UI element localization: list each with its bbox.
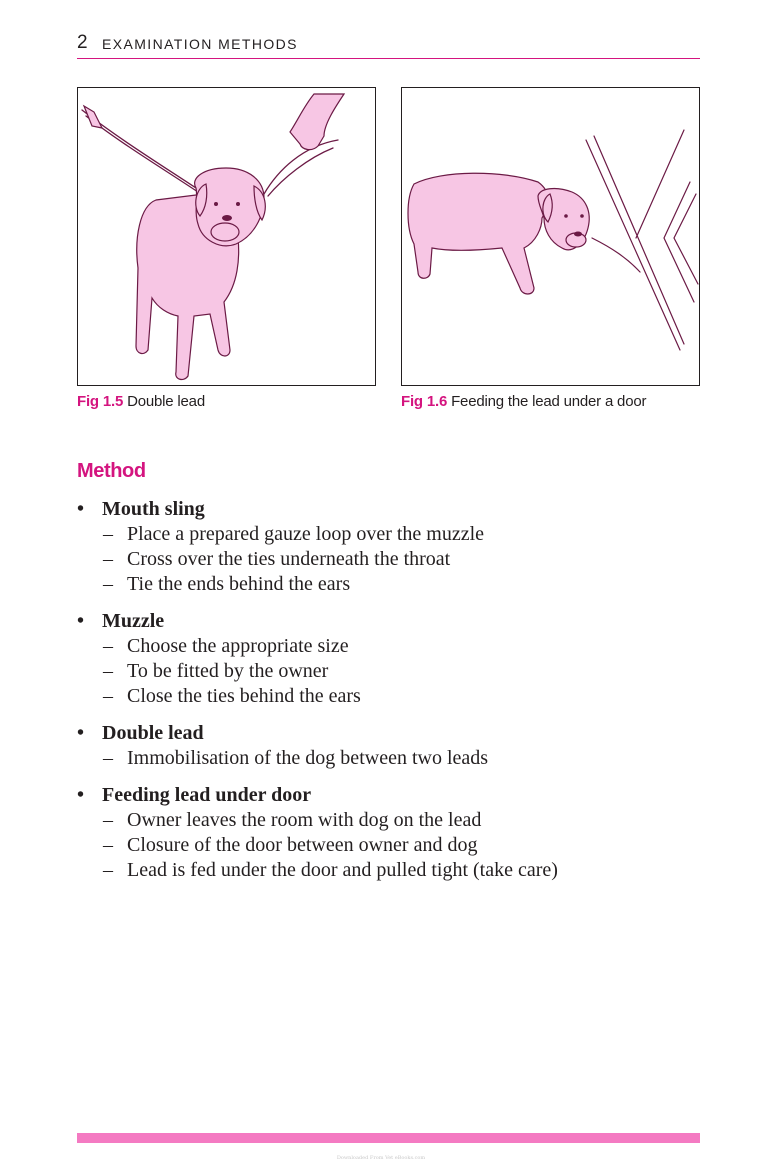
figure-caption-1-6 bbox=[401, 393, 646, 410]
figure-label: Fig 1.6 bbox=[401, 393, 448, 410]
method-item-title: Double lead bbox=[102, 722, 204, 744]
dash-marker: – bbox=[103, 747, 113, 769]
method-item bbox=[77, 783, 717, 883]
figure-caption-1-5 bbox=[77, 393, 205, 410]
method-item bbox=[77, 497, 717, 597]
method-step bbox=[77, 833, 717, 858]
method-step-text: Owner leaves the room with dog on the lead bbox=[127, 809, 482, 831]
method-item-title-row bbox=[77, 783, 717, 808]
dash-marker: – bbox=[103, 523, 113, 545]
method-steps bbox=[77, 522, 717, 597]
method-step bbox=[77, 547, 717, 572]
method-step-text: Cross over the ties underneath the throat bbox=[127, 548, 451, 570]
bullet-marker: • bbox=[77, 784, 85, 806]
bullet-marker: • bbox=[77, 722, 85, 744]
method-step bbox=[77, 522, 717, 547]
method-step bbox=[77, 808, 717, 833]
method-step bbox=[77, 746, 717, 771]
method-item-title-row bbox=[77, 497, 717, 522]
dog-lead-under-door-illustration bbox=[402, 88, 699, 385]
dash-marker: – bbox=[103, 635, 113, 657]
method-item bbox=[77, 609, 717, 709]
method-step-text: Immobilisation of the dog between two leads bbox=[127, 747, 489, 769]
method-step-text: Closure of the door between owner and dog bbox=[127, 834, 478, 856]
method-step-text: Tie the ends behind the ears bbox=[127, 573, 351, 595]
method-step-text: To be fitted by the owner bbox=[127, 660, 329, 682]
method-steps bbox=[77, 746, 717, 771]
method-step-text: Place a prepared gauze loop over the muzzle bbox=[127, 523, 485, 545]
figure-double-lead bbox=[77, 87, 376, 386]
footer-watermark: Downloaded From Vet eBooks.com bbox=[336, 1155, 426, 1161]
figure-caption-text: Double lead bbox=[127, 393, 205, 410]
method-item-title: Muzzle bbox=[102, 610, 165, 632]
method-item-title: Feeding lead under door bbox=[102, 784, 312, 806]
method-item-title: Mouth sling bbox=[102, 498, 205, 520]
figure-feeding-lead-under-door bbox=[401, 87, 700, 386]
method-step bbox=[77, 858, 717, 883]
method-item-title-row bbox=[77, 609, 717, 634]
method-list bbox=[77, 497, 717, 895]
method-item-title-row bbox=[77, 721, 717, 746]
method-step bbox=[77, 659, 717, 684]
figure-label: Fig 1.5 bbox=[77, 393, 124, 410]
dog-double-lead-illustration bbox=[78, 88, 375, 385]
method-step-text: Choose the appropriate size bbox=[127, 635, 349, 657]
method-step-text: Lead is fed under the door and pulled tight (take care) bbox=[127, 859, 558, 881]
method-step bbox=[77, 684, 717, 709]
method-heading: Method bbox=[77, 460, 146, 482]
method-steps bbox=[77, 634, 717, 709]
dash-marker: – bbox=[103, 573, 113, 595]
dash-marker: – bbox=[103, 660, 113, 682]
method-item bbox=[77, 721, 717, 771]
dash-marker: – bbox=[103, 859, 113, 881]
method-step-text: Close the ties behind the ears bbox=[127, 685, 361, 707]
page-number: 2 bbox=[77, 32, 88, 53]
dash-marker: – bbox=[103, 834, 113, 856]
bullet-marker: • bbox=[77, 610, 85, 632]
dash-marker: – bbox=[103, 685, 113, 707]
running-header bbox=[77, 30, 700, 59]
method-step bbox=[77, 572, 717, 597]
dash-marker: – bbox=[103, 809, 113, 831]
bullet-marker: • bbox=[77, 498, 85, 520]
footer-bar bbox=[77, 1133, 700, 1143]
dash-marker: – bbox=[103, 548, 113, 570]
figure-caption-text: Feeding the lead under a door bbox=[451, 393, 647, 410]
method-step bbox=[77, 634, 717, 659]
method-steps bbox=[77, 808, 717, 883]
section-title: EXAMINATION METHODS bbox=[102, 36, 298, 52]
